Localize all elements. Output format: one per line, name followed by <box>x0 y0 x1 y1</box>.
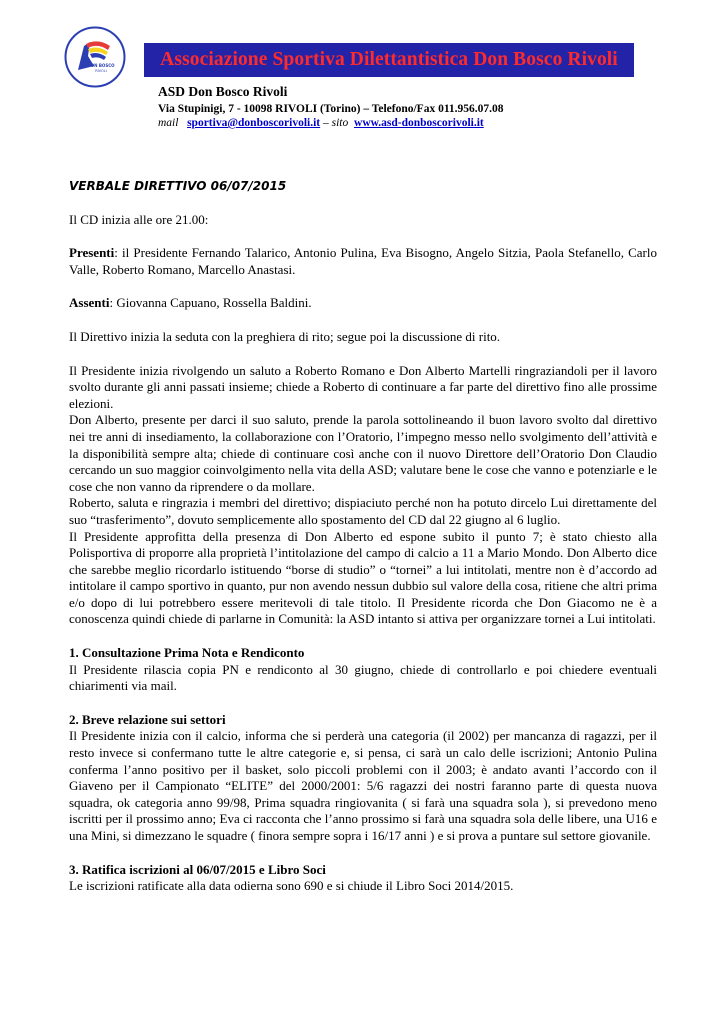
paragraph: Roberto, saluta e ringrazia i membri del direttivo; dispiaciuto perché non ha potuto dircelo Lui direttamente del suo “trasferimento”, dovuto semplicemente allo spostamento del CD dal 22 giugno al 6 luglio. <box>69 495 657 527</box>
section-1-title: 1. Consultazione Prima Nota e Rendiconto <box>69 645 305 661</box>
document-title: VERBALE DIRETTIVO 06/07/2015 <box>69 179 287 193</box>
paragraph: Il Presidente approfitta della presenza di Don Alberto ed espone subito il punto 7; è stato chiesto alla Polisportiva di proporre alla proprietà l’intitolazione del campo di calcio a 11 a Mario Mondo. Don Alberto dice che sarebbe meglio ricordarlo istituendo “borse di studio” o “tornei” a lui intitolati, mentre non è d’accordo ad intitolare il campo sportivo in quanto, pur non avendo nessun dubbio sul valore della cosa, ritiene che altri prima e/o dopo di lui potrebbero essere meritevoli di tale titolo. Il Presidente ricorda che Don Giacomo ne è a conoscenza quindi chiede di parlarne in Comunità: la ASD intanto si attiva per organizzare tornei a Lui intitolati. <box>69 528 657 627</box>
svg-text:RIVOLI: RIVOLI <box>95 69 107 73</box>
opening-paragraph: Il Direttivo inizia la seduta con la preghiera di rito; segue poi la discussione di rito. <box>69 328 501 344</box>
section-3-title: 3. Ratifica iscrizioni al 06/07/2015 e Libro Soci <box>69 861 326 877</box>
header-banner <box>144 43 634 77</box>
site-link[interactable]: www.asd-donboscorivoli.it <box>354 117 484 129</box>
banner-title: Associazione Sportiva Dilettantistica Don Bosco Rivoli <box>160 49 618 70</box>
org-address: Via Stupinigi, 7 - 10098 RIVOLI (Torino) – Telefono/Fax 011.956.07.08 <box>158 103 504 115</box>
logo-text: DON BOSCO <box>87 63 115 68</box>
mail-link[interactable]: sportiva@donboscorivoli.it <box>187 117 321 129</box>
section-1-text: Il Presidente rilascia copia PN e rendiconto al 30 giugno, chiede di controllarlo e poi chiedere eventuali chiarimenti via mail. <box>69 661 657 694</box>
document-body <box>69 178 657 895</box>
absent-label: Assenti <box>69 295 110 311</box>
section-2-text: Il Presidente inizia con il calcio, informa che si perderà una categoria (il 2002) per mancanza di ragazzi, per il resto invece si confermano tutte le altre categorie e, si pensa, ci sarà un calo delle iscrizioni; Antonio Pulina conferma l’anno positivo per il basket, solo piccoli problemi con il 2003; è andato avanti l’accordo con il Giaveno per il Campionato “ELITE” del 2000/2001: 5/6 ragazzi dei nostri faranno parte di questa nuova squadra, ok categoria anno 99/98, Prima squadra ringiovanita ( si farà una squadra sola ), si prevedono meno iscritti per il prossimo anno; Eva ci racconta che l’anno prossimo si farà una squadra sola delle libere, una U16 e una Mini, si dimezzano le squadre ( finora sempre sopra i 16/17 anni ) e si prova a puntare sul settore giovanile. <box>69 728 657 843</box>
paragraph: Don Alberto, presente per darci il suo saluto, prende la parola sottolineando il buon lavoro svolto dal direttivo nei tre anni di insediamento, la collaborazione con l’Oratorio, l’impegno messo nello svolgimento dell’attività e la disponibilità sempre alta; chiede di continuare così anche con il nuovo Direttore dell’Oratorio Don Claudio cercando un suo maggior coinvolgimento nella vita della ASD; valutare bene le cose che vanno e potenziarle e le cose che non vanno da riprendere o da mollare. <box>69 412 657 494</box>
attendees-absent <box>69 295 657 312</box>
logo-emblem-icon <box>64 26 126 88</box>
org-info <box>158 83 618 130</box>
org-name: ASD Don Bosco Rivoli <box>158 84 288 99</box>
org-contact <box>158 117 618 130</box>
site-label: – sito <box>323 117 349 129</box>
present-label: Presenti <box>69 245 115 261</box>
logo <box>64 26 126 88</box>
absent-list: : Giovanna Capuano, Rossella Baldini. <box>109 295 312 311</box>
mail-label: mail <box>158 117 179 129</box>
present-list: : il Presidente Fernando Talarico, Antonio Pulina, Eva Bisogno, Angelo Sitzia, Paola Stefanello, Carlo Valle, Roberto Romano, Marcello Anastasi. <box>69 245 657 277</box>
attendees-present <box>69 245 657 278</box>
section-3-text: Le iscrizioni ratificate alla data odierna sono 690 e si chiude il Libro Soci 2014/2015. <box>69 878 514 894</box>
paragraph: Il Presidente inizia rivolgendo un saluto a Roberto Romano e Don Alberto Martelli ringraziandoli per il lavoro svolto durante gli anni passati insieme; chiede a Roberto di continuare a far parte del direttivo fino alle prossime elezioni. <box>69 362 657 411</box>
section-2-title: 2. Breve relazione sui settori <box>69 711 226 727</box>
start-time: Il CD inizia alle ore 21.00: <box>69 211 209 227</box>
